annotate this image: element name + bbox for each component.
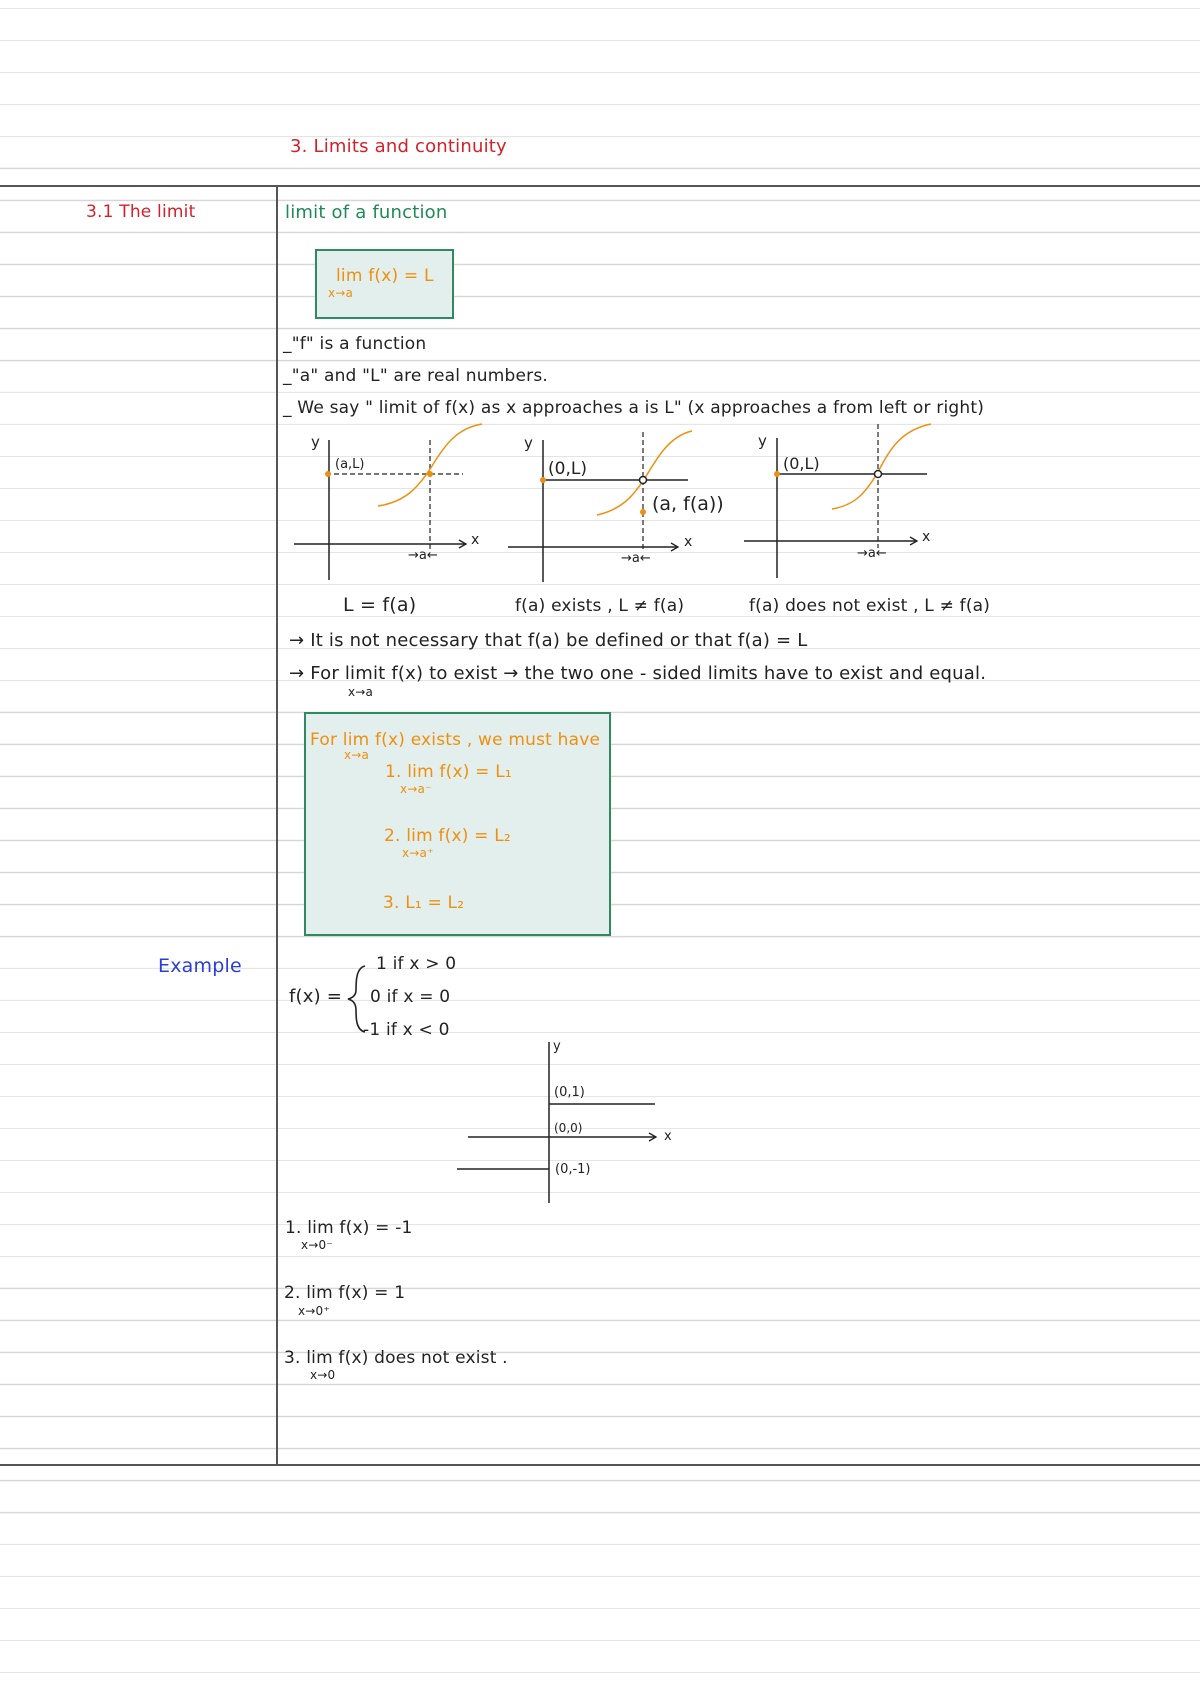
graph-3-caption: f(a) does not exist , L ≠ f(a) [749,596,991,616]
example-point-neg1: (0,-1) [555,1162,591,1177]
condition-item-3: 3. L₁ = L₂ [383,893,465,913]
example-graph [457,1039,672,1203]
piecewise-case-2: 0 if x = 0 [370,987,451,1007]
note-not-necessary: → It is not necessary that f(a) be defined or that f(a) = L [289,630,808,651]
definition-expression: lim f(x) = L [336,266,434,286]
bullet-function: _"f" is a function [283,334,427,354]
result-left-limit: 1. lim f(x) = -1 [285,1218,413,1238]
graph-2-x-label: x [684,534,693,550]
result-left-limit-sub: x→0⁻ [301,1238,333,1252]
condition-item-2-sub: x→a⁺ [402,846,434,860]
condition-title: For lim f(x) exists , we must have [310,730,601,750]
graph-3-a-label: →a← [857,546,887,561]
example-x-label: x [664,1129,672,1144]
result-right-limit: 2. lim f(x) = 1 [284,1283,406,1303]
bullet-real-numbers: _"a" and "L" are real numbers. [283,366,548,386]
example-point-1: (0,1) [554,1085,585,1100]
condition-item-2: 2. lim f(x) = L₂ [384,826,511,846]
condition-title-sub: x→a [344,748,370,762]
graph-1 [294,424,482,580]
note-one-sided: → For limit f(x) to exist → the two one - sided limits have to exist and equal. [289,663,987,684]
graph-1-y-label: y [311,433,320,451]
piecewise-case-3: -1 if x < 0 [363,1020,450,1040]
note-subscript: x→a [348,685,374,699]
graph-2 [508,431,724,582]
condition-item-1-sub: x→a⁻ [400,782,432,796]
page-title: 3. Limits and continuity [290,136,507,157]
graph-2-caption: f(a) exists , L ≠ f(a) [515,596,685,616]
result-no-limit: 3. lim f(x) does not exist . [284,1348,508,1368]
graph-2-point: (0,L) [548,459,587,479]
graph-1-a-label: →a← [408,548,438,563]
graph-2-y-label: y [524,434,533,452]
graph-3 [744,424,931,578]
graph-1-x-label: x [471,532,480,548]
condition-item-1: 1. lim f(x) = L₁ [385,762,512,782]
graph-3-x-label: x [922,529,931,545]
graph-1-point: (a,L) [335,457,365,472]
graph-2-point-fa: (a, f(a)) [652,493,724,515]
example-label: Example [158,955,242,977]
graph-3-point: (0,L) [783,454,820,473]
section-label: 3.1 The limit [86,202,196,222]
graph-2-a-label: →a← [621,551,651,566]
example-y-label: y [553,1039,561,1054]
definition-subscript: x→a [328,286,354,300]
example-point-0: (0,0) [554,1121,583,1135]
topic-heading: limit of a function [285,202,448,223]
piecewise-lhs: f(x) = [289,986,343,1007]
result-no-limit-sub: x→0 [310,1368,336,1382]
result-right-limit-sub: x→0⁺ [298,1304,330,1318]
graph-3-y-label: y [758,432,767,450]
bullet-we-say: _ We say " limit of f(x) as x approaches a is L" (x approaches a from left or right) [283,398,985,418]
piecewise-case-1: 1 if x > 0 [376,954,457,974]
graph-1-caption: L = f(a) [343,594,417,616]
